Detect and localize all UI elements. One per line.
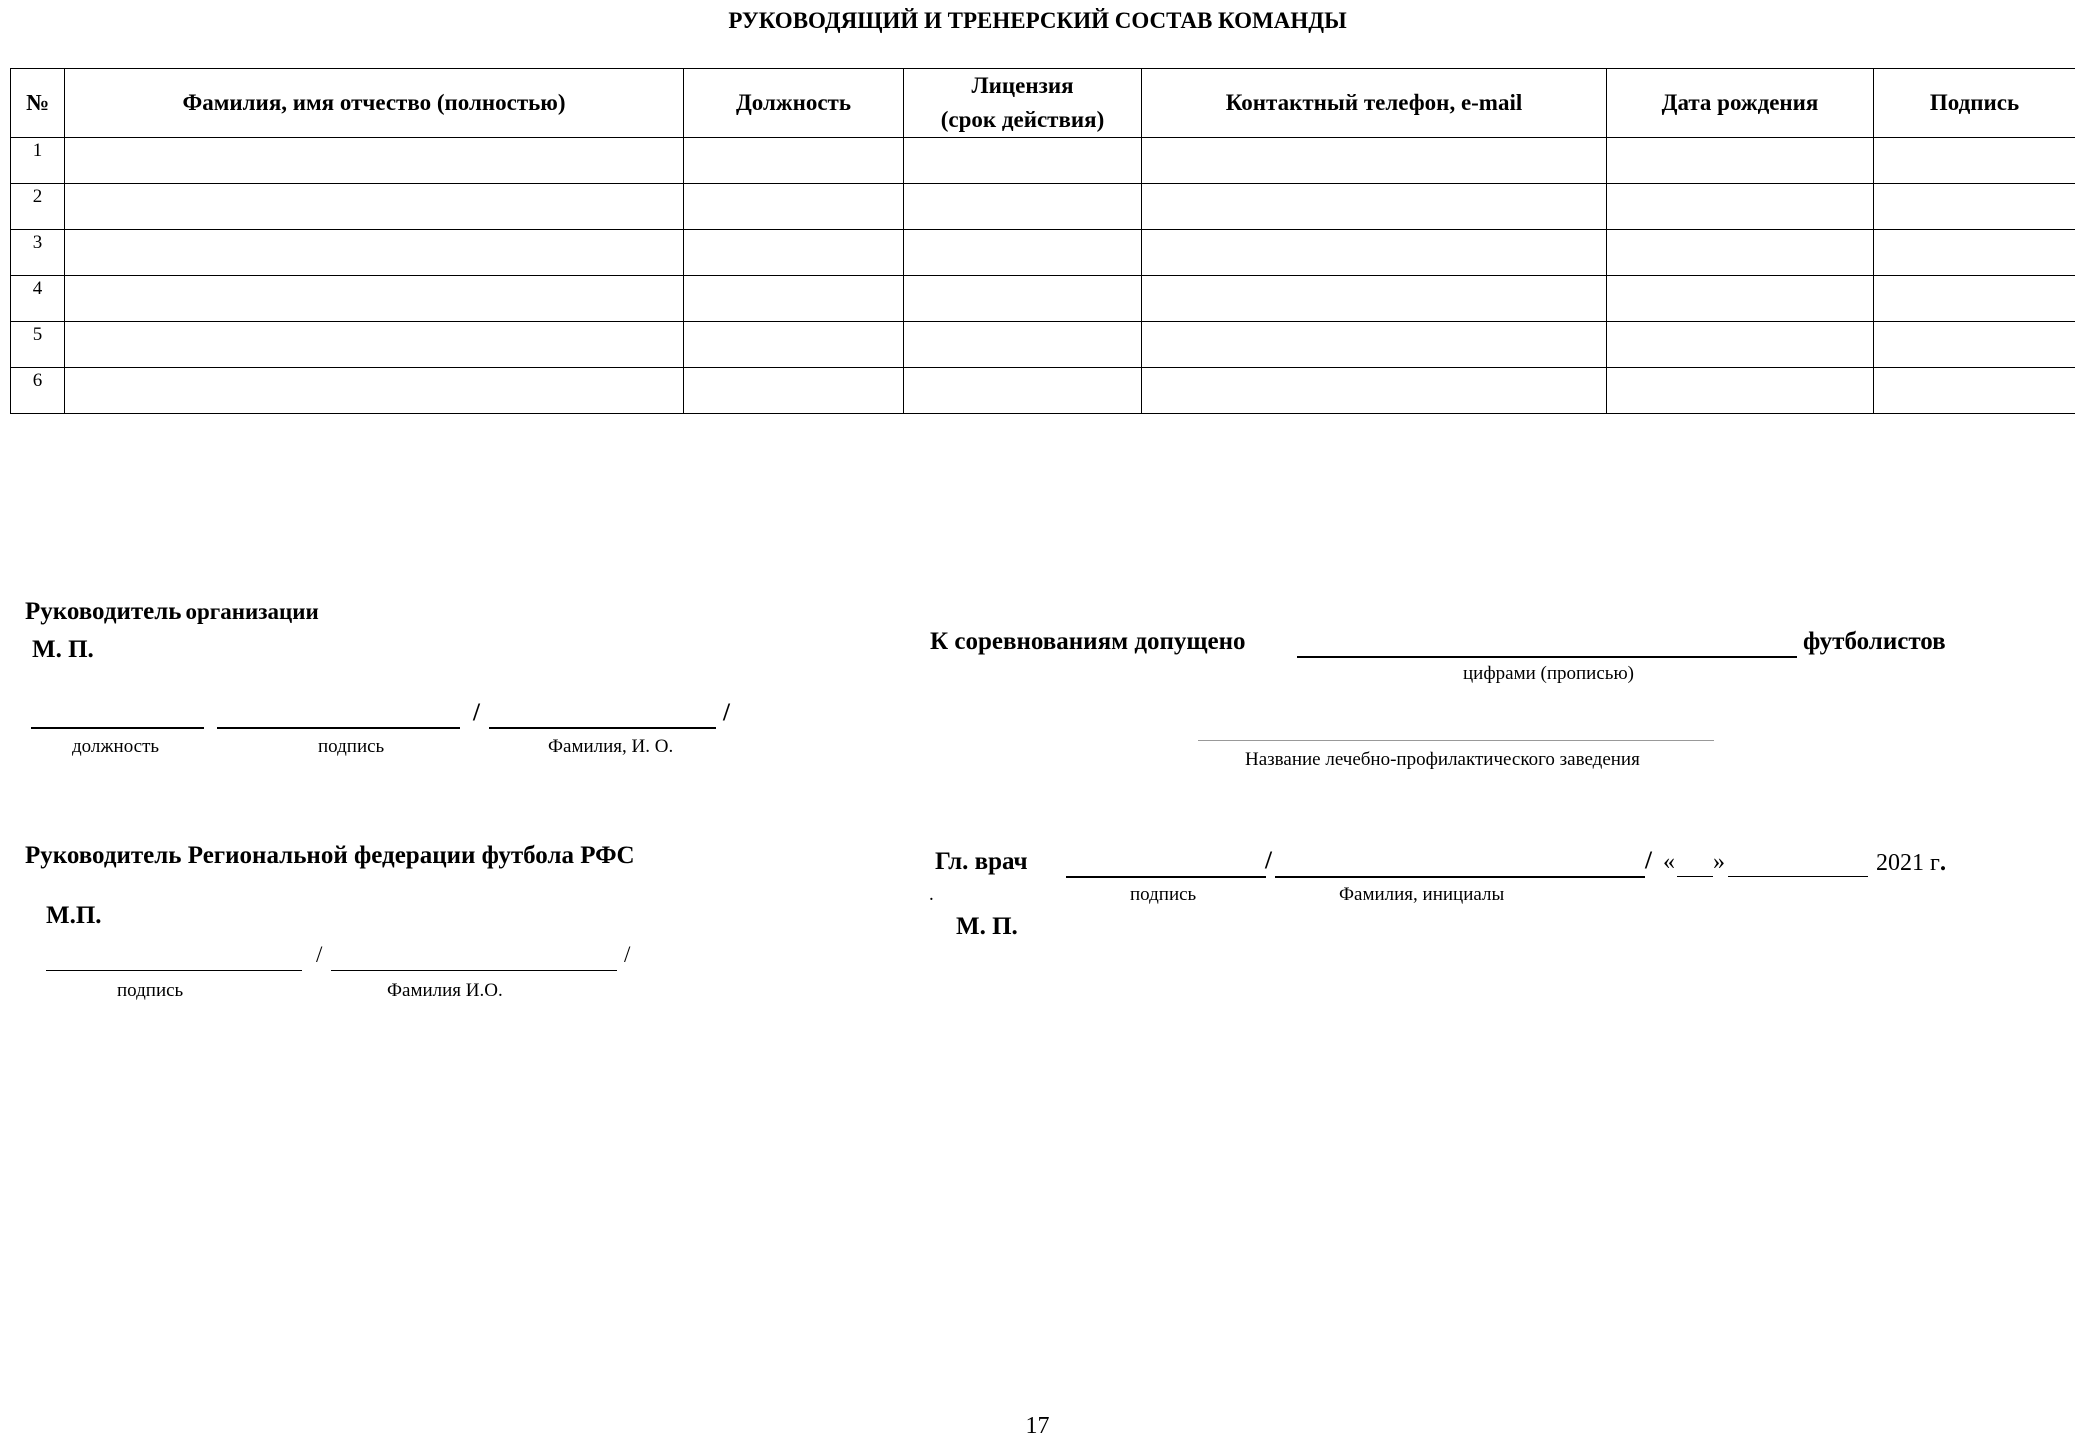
cell-signature[interactable] (1874, 230, 2075, 276)
cell-fio[interactable] (65, 322, 684, 368)
doctor-label: Гл. врач (935, 848, 1028, 875)
header-contact: Контактный телефон, e-mail (1142, 69, 1607, 138)
header-license (904, 69, 1142, 138)
admission-suffix: футболистов (1803, 628, 1946, 655)
org-head-caption-position: должность (72, 736, 160, 757)
org-head-position-line[interactable] (31, 727, 204, 729)
table-row (11, 368, 2075, 414)
cell-license[interactable] (904, 230, 1142, 276)
cell-signature[interactable] (1874, 368, 2075, 414)
table-row (11, 322, 2075, 368)
cell-birth[interactable] (1607, 276, 1874, 322)
row-number: 4 (11, 276, 65, 322)
institution-line[interactable] (1198, 740, 1714, 741)
cell-signature[interactable] (1874, 276, 2075, 322)
org-head-slash-1: / (473, 699, 480, 726)
cell-fio[interactable] (65, 230, 684, 276)
federation-slash-1: / (316, 942, 323, 967)
cell-birth[interactable] (1607, 368, 1874, 414)
page-number: 17 (1025, 1413, 1050, 1439)
federation-stamp: М.П. (46, 902, 102, 929)
federation-caption-signature: подпись (117, 980, 184, 1001)
admission-count-line[interactable] (1297, 656, 1797, 658)
cell-license[interactable] (904, 184, 1142, 230)
doctor-caption-signature: подпись (1130, 884, 1197, 905)
doctor-year-dot: . (1939, 849, 1947, 876)
row-number: 3 (11, 230, 65, 276)
cell-license[interactable] (904, 322, 1142, 368)
cell-contact[interactable] (1142, 230, 1607, 276)
row-number: 5 (11, 322, 65, 368)
cell-license[interactable] (904, 276, 1142, 322)
table-row (11, 230, 2075, 276)
doctor-dot: . (929, 884, 934, 905)
org-head-caption-signature: подпись (318, 736, 385, 757)
doctor-signature-line[interactable] (1066, 876, 1266, 878)
cell-license[interactable] (904, 138, 1142, 184)
table-row (11, 138, 2075, 184)
doctor-caption-name: Фамилия, инициалы (1339, 884, 1505, 905)
admission-prefix: К соревнованиям допущено (930, 628, 1246, 655)
cell-position[interactable] (684, 138, 904, 184)
row-number: 1 (11, 138, 65, 184)
org-head-stamp: М. П. (32, 636, 94, 663)
header-position: Должность (684, 69, 904, 138)
header-license-line1: Лицензия (971, 73, 1074, 98)
doctor-date-close: » (1713, 849, 1725, 875)
cell-license[interactable] (904, 368, 1142, 414)
cell-signature[interactable] (1874, 322, 2075, 368)
cell-contact[interactable] (1142, 276, 1607, 322)
org-head-signature-line[interactable] (217, 727, 460, 729)
cell-position[interactable] (684, 230, 904, 276)
org-head-label (25, 598, 319, 626)
cell-position[interactable] (684, 184, 904, 230)
cell-position[interactable] (684, 322, 904, 368)
cell-fio[interactable] (65, 276, 684, 322)
table-row (11, 276, 2075, 322)
table-row (11, 184, 2075, 230)
org-head-label-rest: организации (185, 599, 319, 624)
header-fio: Фамилия, имя отчество (полностью) (65, 69, 684, 138)
doctor-name-line[interactable] (1275, 876, 1645, 878)
org-head-label-bold: Руководитель (25, 598, 182, 625)
cell-birth[interactable] (1607, 184, 1874, 230)
federation-label: Руководитель Региональной федерации футбола РФС (25, 842, 635, 869)
admission-caption: цифрами (прописью) (1463, 663, 1634, 684)
header-birth: Дата рождения (1607, 69, 1874, 138)
page-title: РУКОВОДЯЩИЙ И ТРЕНЕРСКИЙ СОСТАВ КОМАНДЫ (728, 8, 1347, 33)
federation-signature-line[interactable] (46, 970, 302, 971)
federation-caption-name: Фамилия И.О. (387, 980, 503, 1001)
doctor-date-open: « (1663, 849, 1675, 875)
cell-contact[interactable] (1142, 184, 1607, 230)
cell-contact[interactable] (1142, 322, 1607, 368)
row-number: 6 (11, 368, 65, 414)
doctor-stamp: М. П. (956, 913, 1018, 940)
header-num: № (11, 69, 65, 138)
doctor-date-day-line[interactable] (1677, 876, 1713, 877)
cell-position[interactable] (684, 276, 904, 322)
doctor-year-text: 2021 г (1876, 850, 1940, 876)
cell-fio[interactable] (65, 138, 684, 184)
cell-fio[interactable] (65, 368, 684, 414)
doctor-date-month-line[interactable] (1728, 876, 1868, 877)
header-license-line2: (срок действия) (940, 107, 1105, 132)
doctor-slash-1: / (1265, 847, 1272, 874)
cell-birth[interactable] (1607, 230, 1874, 276)
cell-fio[interactable] (65, 184, 684, 230)
cell-signature[interactable] (1874, 184, 2075, 230)
table-header-row (11, 69, 2075, 138)
cell-signature[interactable] (1874, 138, 2075, 184)
federation-name-line[interactable] (331, 970, 617, 971)
cell-contact[interactable] (1142, 368, 1607, 414)
staff-table (10, 68, 2075, 414)
cell-birth[interactable] (1607, 138, 1874, 184)
federation-slash-2: / (624, 942, 631, 967)
cell-contact[interactable] (1142, 138, 1607, 184)
doctor-date-year (1876, 849, 1946, 877)
row-number: 2 (11, 184, 65, 230)
institution-caption: Название лечебно-профилактического заведения (1245, 749, 1640, 770)
org-head-slash-2: / (723, 699, 730, 726)
header-signature: Подпись (1874, 69, 2075, 138)
cell-birth[interactable] (1607, 322, 1874, 368)
cell-position[interactable] (684, 368, 904, 414)
org-head-name-line[interactable] (489, 727, 716, 729)
doctor-slash-2: / (1645, 847, 1652, 874)
org-head-caption-name: Фамилия, И. О. (548, 736, 674, 757)
